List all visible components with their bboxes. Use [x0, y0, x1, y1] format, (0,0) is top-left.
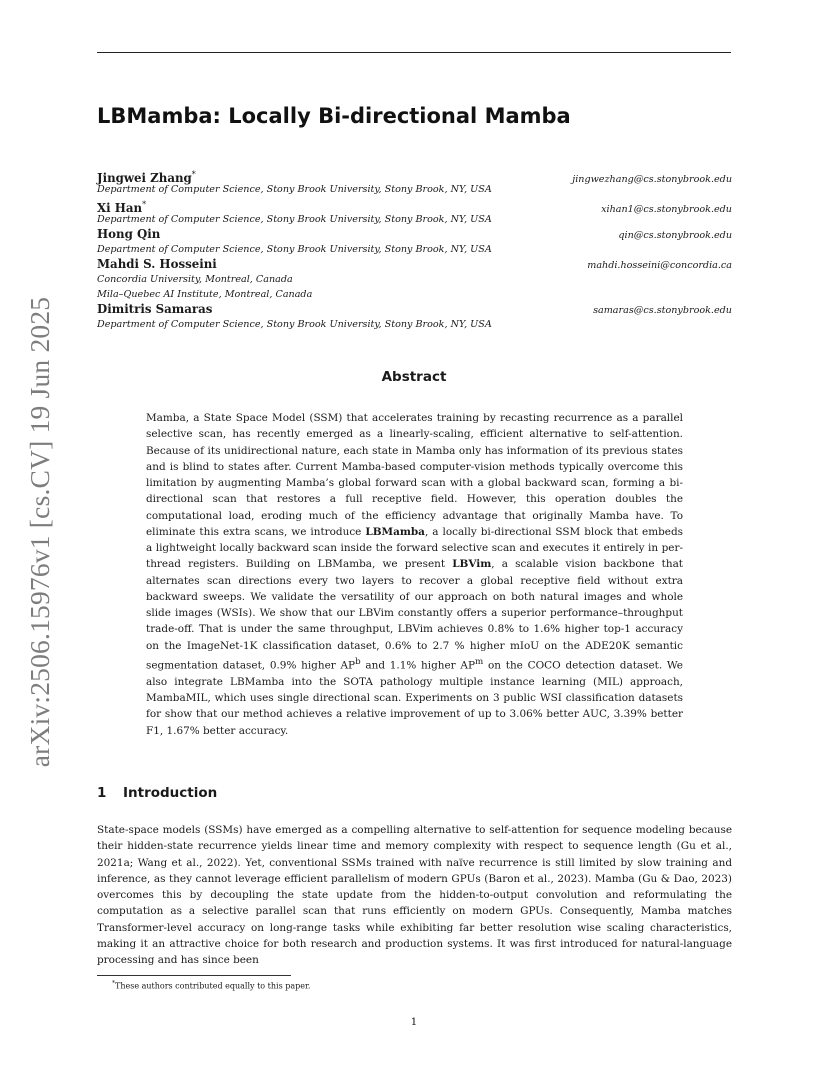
author-entry: [97, 197, 732, 227]
author-name: Dimitris Samaras: [97, 302, 213, 316]
equal-contribution-mark: *: [142, 200, 147, 209]
author-email: mahdi.hosseini@concordia.ca: [587, 260, 732, 271]
author-affiliation: Department of Computer Science, Stony Brook University, Stony Brook, NY, USA: [97, 184, 492, 195]
abstract-heading: Abstract: [381, 369, 447, 385]
author-name: Hong Qin: [97, 227, 161, 241]
author-email: qin@cs.stonybrook.edu: [618, 230, 732, 241]
author-email: xihan1@cs.stonybrook.edu: [601, 203, 732, 215]
arxiv-stamp: arXiv:2506.15976v1 [cs.CV] 19 Jun 2025: [24, 296, 55, 768]
author-affiliation: Department of Computer Science, Stony Brook University, Stony Brook, NY, USA: [97, 319, 492, 330]
abstract-body: Mamba, a State Space Model (SSM) that accelerates training by recasting recurrence as a parallel selective scan, has recently emerged as a linearly-scaling, efficient alternative to self-attention. Because of its unidirectional nature, each state in Mamba only has information of its previous states and is blind to states after. Current Mamba-based computer-vision methods typically overcome this limitation by augmenting Mamba’s global forward scan with a global backward scan, forming a bi-directional scan that restores a full receptive field. However, this operation doubles the computational load, eroding much of the efficiency advantage that originally Mamba have. To eliminate this extra scans, we introduce LBMamba, a locally bi-directional SSM block that embeds a lightweight locally backward scan inside the forward selective scan and executes it entirely in per-thread registers. Building on LBMamba, we present LBVim, a scalable vision backbone that alternates scan directions every two layers to recover a global receptive field without extra backward sweeps. We validate the versatility of our approach on both natural images and whole slide images (WSIs). We show that our LBVim constantly offers a superior performance–throughput trade-off. That is under the same throughput, LBVim achieves 0.8% to 1.6% higher top-1 accuracy on the ImageNet-1K classification dataset, 0.6% to 2.7 % higher mIoU on the ADE20K semantic segmentation dataset, 0.9% higher $AP^b$ and 1.1% higher $AP^m$ on the COCO detection dataset. We also integrate LBMamba into the SOTA pathology multiple instance learning (MIL) approach, MambaMIL, which uses single directional scan. Experiments on 3 public WSI classification datasets for show that our method achieves a relative improvement of up to 3.06% better AUC, 3.39% better F1, 1.67% better accuracy.: [146, 412, 683, 737]
author-entry: [97, 257, 732, 302]
author-affiliation: Mila–Quebec AI Institute, Montreal, Canada: [97, 289, 313, 300]
author-entry: [97, 167, 732, 197]
lbmamba-emphasis: LBMamba: [365, 525, 425, 538]
lbvim-emphasis: LBVim: [452, 558, 492, 571]
author-email: jingwezhang@cs.stonybrook.edu: [572, 173, 732, 185]
author-entry: [97, 227, 732, 257]
section-title: Introduction: [123, 785, 218, 801]
introduction-body: State-space models (SSMs) have emerged as a compelling alternative to self-attention for sequence modeling because their hidden-state recurrence yields linear time and memory complexity with respect to sequence length (Gu et al., 2021a; Wang et al., 2022). Yet, conventional SSMs trained with naïve recurrence is still limited by slow training and inference, as they cannot leverage efficient parallelism of modern GPUs (Baron et al., 2023). Mamba (Gu & Dao, 2023) overcomes this by decoupling the state update from the hidden-to-output convolution and reformulating the computation as a selective parallel scan that runs efficiently on modern GPUs. Consequently, Mamba matches Transformer-level accuracy on long-range tasks while exhibiting far better resolution wise scaling characteristics, making it an attractive choice for both research and production systems. It was first introduced for natural-language processing and has since been: [97, 824, 732, 967]
author-affiliation: Department of Computer Science, Stony Brook University, Stony Brook, NY, USA: [97, 244, 492, 255]
author-name: Xi Han*: [97, 200, 147, 215]
author-email: samaras@cs.stonybrook.edu: [593, 305, 732, 316]
footnote-text: These authors contributed equally to this paper.: [115, 981, 311, 991]
author-affiliation: Department of Computer Science, Stony Brook University, Stony Brook, NY, USA: [97, 214, 492, 225]
author-name: Jingwei Zhang*: [97, 170, 196, 185]
footnote: [112, 978, 310, 993]
equal-contribution-mark: *: [191, 170, 196, 179]
author-name: Mahdi S. Hosseini: [97, 257, 217, 271]
author-entry: [97, 302, 732, 332]
author-block: [97, 167, 732, 332]
section-number: 1: [97, 785, 107, 801]
page-number: 1: [410, 1016, 418, 1028]
top-rule: [97, 52, 731, 53]
paper-title: LBMamba: Locally Bi-directional Mamba: [97, 104, 571, 128]
author-affiliation: Concordia University, Montreal, Canada: [97, 274, 293, 285]
section-heading-introduction: [97, 785, 217, 801]
footnote-mark: *: [112, 980, 115, 987]
footnote-rule: [97, 975, 291, 976]
